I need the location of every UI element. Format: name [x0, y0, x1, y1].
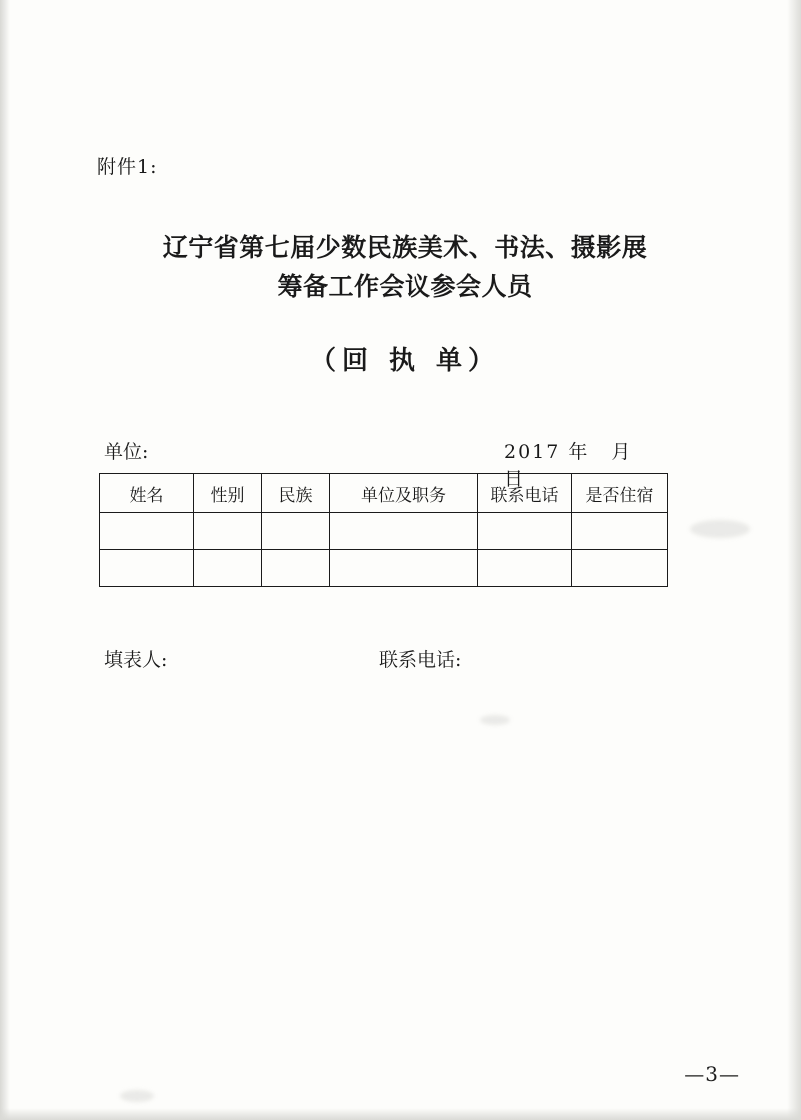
table-header-cell: 单位及职务 — [330, 474, 478, 513]
scan-smudge — [480, 715, 510, 725]
table-header-cell: 民族 — [262, 474, 330, 513]
contact-phone-label: 联系电话: — [379, 649, 462, 671]
table-row — [100, 550, 668, 587]
signup-table — [99, 473, 668, 587]
table-cell[interactable] — [478, 513, 572, 550]
table-cell[interactable] — [572, 550, 668, 587]
scan-edge-left — [0, 0, 10, 1120]
table-header-cell: 性别 — [194, 474, 262, 513]
table-cell[interactable] — [262, 513, 330, 550]
table-row — [100, 513, 668, 550]
table-header-cell: 是否住宿 — [572, 474, 668, 513]
attachment-label: 附件1: — [97, 156, 158, 178]
table-cell[interactable] — [330, 513, 478, 550]
table-header-row — [100, 474, 668, 513]
date-year: 2017 年 — [504, 441, 590, 463]
table-cell[interactable] — [330, 550, 478, 587]
page-title — [100, 228, 710, 306]
scan-smudge — [690, 520, 750, 538]
date-day: 日 — [504, 468, 526, 490]
scan-edge-right — [787, 0, 801, 1120]
page-title-line1: 辽宁省第七届少数民族美术、书法、摄影展 — [162, 233, 648, 262]
table-header-cell: 姓名 — [100, 474, 194, 513]
page-number: —3— — [684, 1062, 740, 1086]
scan-smudge — [120, 1090, 154, 1102]
table-cell[interactable] — [572, 513, 668, 550]
table-cell[interactable] — [194, 550, 262, 587]
table-header-cell: 联系电话 — [478, 474, 572, 513]
table-cell[interactable] — [478, 550, 572, 587]
table-cell[interactable] — [194, 513, 262, 550]
receipt-subtitle: （回 执 单） — [309, 346, 501, 376]
page-title-line2: 筹备工作会议参会人员 — [277, 272, 533, 301]
table-cell[interactable] — [100, 513, 194, 550]
table-cell[interactable] — [262, 550, 330, 587]
date-month: 月 — [611, 441, 633, 463]
scan-edge-bottom — [0, 1108, 801, 1120]
filler-label: 填表人: — [104, 649, 168, 671]
unit-label: 单位: — [104, 441, 149, 463]
table-cell[interactable] — [100, 550, 194, 587]
